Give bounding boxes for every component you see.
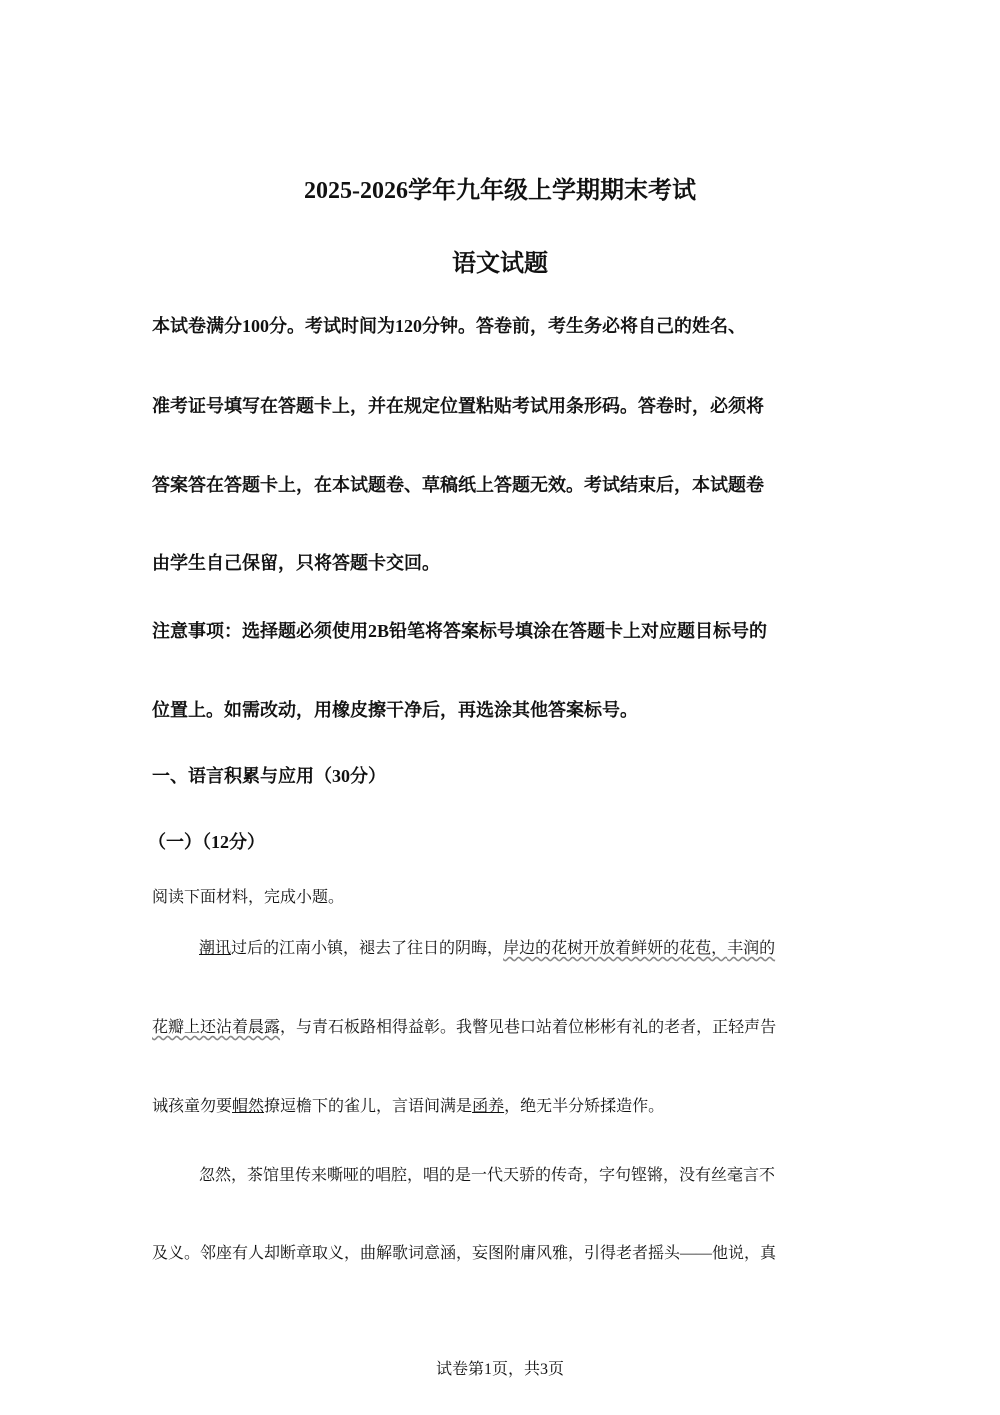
passage-line-3 xyxy=(152,1095,852,1119)
passage-text: 过后的江南小镇，褪去了往日的阴 xyxy=(231,940,472,957)
passage-text: 忽然，茶馆里传来 xyxy=(199,1167,328,1184)
passage-text: 哑的唱腔，唱的是一代天骄的传奇，字句铿锵，没有丝毫言不 xyxy=(343,1167,776,1184)
tested-character: 晦 xyxy=(471,940,488,957)
tested-phrase: 附庸风雅 xyxy=(504,1245,569,1262)
tested-character: 撩 xyxy=(264,1098,281,1115)
wavy-underlined-phrase: 丰润的 xyxy=(727,940,776,957)
exam-title: 2025-2026学年九年级上学期期末考试 xyxy=(304,178,696,204)
instruction-line-4: 由学生自己保留，只将答题卡交回。 xyxy=(152,553,440,573)
underlined-word: 函养 xyxy=(472,1098,505,1115)
passage-line-5 xyxy=(152,1242,852,1266)
section-heading: 一、语言积累与应用（30分） xyxy=(152,766,386,786)
passage-text: ，与青石板路相得益彰。我 xyxy=(280,1019,473,1036)
tested-character: 瞥 xyxy=(472,1019,489,1036)
reading-prompt: 阅读下面材料，完成小题。 xyxy=(152,889,345,906)
passage-text: 诫孩童勿要 xyxy=(152,1098,233,1115)
passage-text: 及义。邻座有人却断章取义，曲解歌词意涵，妄图 xyxy=(152,1245,505,1262)
notes-line-1: 注意事项：选择题必须使用2B铅笔将答案标号填涂在答题卡上对应题目标号的 xyxy=(152,621,768,641)
passage-text: ，引得老者摇头——他说，真 xyxy=(568,1245,777,1262)
passage-text: 逗檐下的雀儿，言语间满是 xyxy=(280,1098,473,1115)
instruction-line-3: 答案答在答题卡上，在本试题卷、草稿纸上答题无效。考试结束后，本试题卷 xyxy=(152,475,764,495)
passage-line-4 xyxy=(199,1164,899,1188)
passage-text: 的老者，正轻声告 xyxy=(648,1019,777,1036)
passage-text: ， xyxy=(487,940,504,957)
page-number-footer: 试卷第1页，共3页 xyxy=(435,1361,564,1378)
instruction-line-1: 本试卷满分100分。考试时间为120分钟。答卷前，考生务必将自己的姓名、 xyxy=(152,316,746,336)
passage-text: ，绝无半分矫揉造作。 xyxy=(504,1098,665,1115)
notes-line-2: 位置上。如需改动，用橡皮擦干净后，再选涂其他答案标号。 xyxy=(152,700,638,720)
wavy-underlined-phrase: 岸边的花树开放着鲜妍的花苞， xyxy=(503,940,728,957)
tested-phrase: 彬彬有礼 xyxy=(584,1019,649,1036)
underlined-word: 帽然 xyxy=(232,1098,265,1115)
passage-line-1 xyxy=(199,937,899,961)
tested-character: 嘶 xyxy=(327,1167,344,1184)
instruction-line-2: 准考证号填写在答题卡上，并在规定位置粘贴考试用条形码。答卷时，必须将 xyxy=(152,396,764,416)
passage-text: 见巷口站着位 xyxy=(488,1019,585,1036)
subsection-heading: （一）（12分） xyxy=(148,832,265,852)
wavy-underlined-phrase: 花瓣上还沾着晨露 xyxy=(152,1019,281,1036)
exam-subject-title: 语文试题 xyxy=(452,251,548,277)
underlined-word: 潮讯 xyxy=(199,940,232,957)
passage-line-2 xyxy=(152,1016,852,1040)
